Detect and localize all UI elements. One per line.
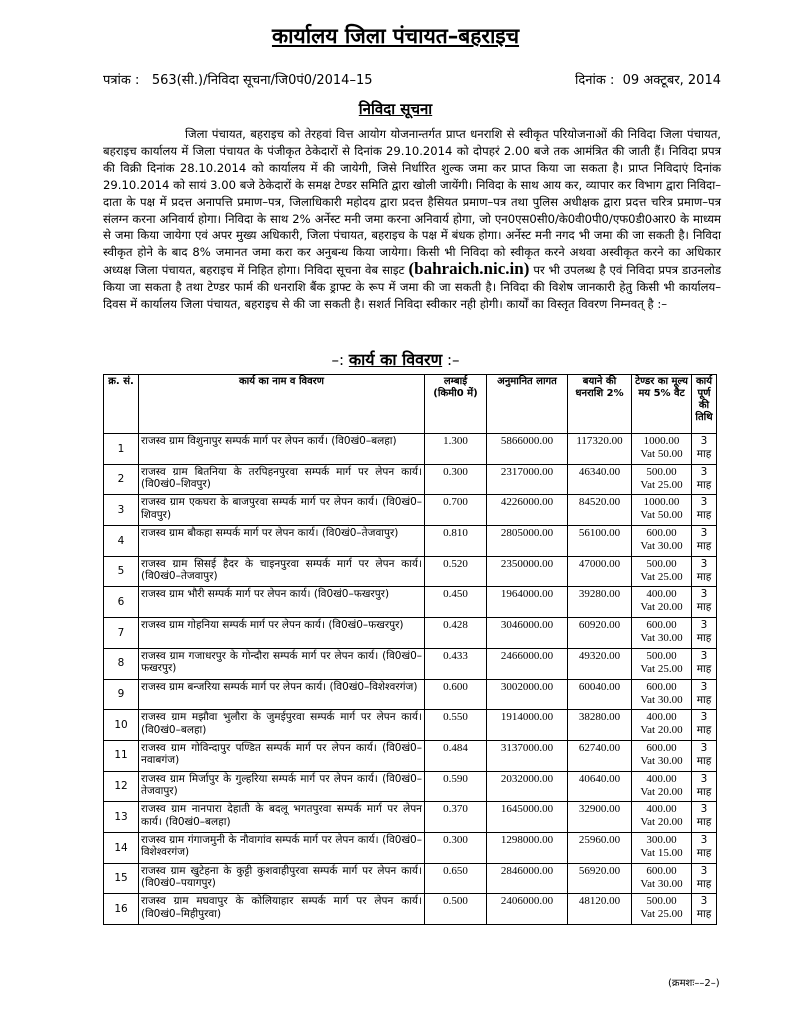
cell-earnest-money: 39280.00 <box>568 587 632 618</box>
duration-number: 3 <box>700 496 708 509</box>
fee-vat: Vat 20.00 <box>640 724 683 737</box>
cell-sn: 11 <box>104 740 139 771</box>
cell-completion <box>692 863 717 894</box>
cell-earnest-money: 46340.00 <box>568 464 632 495</box>
cell-earnest-money: 56100.00 <box>568 526 632 557</box>
duration-unit: माह <box>696 570 712 583</box>
cell-earnest-money: 38280.00 <box>568 710 632 741</box>
duration-unit: माह <box>696 662 712 675</box>
fee-amount: 500.00 <box>646 649 677 662</box>
header-tender-fee: टेण्डर का मूल्य मय 5% वैट <box>632 375 692 434</box>
duration-unit: माह <box>696 785 712 798</box>
duration-unit: माह <box>696 540 712 553</box>
cell-length: 0.500 <box>425 894 487 925</box>
duration-number: 3 <box>700 465 708 478</box>
cell-sn: 1 <box>104 434 139 465</box>
fee-amount: 600.00 <box>646 527 677 540</box>
work-details-heading: –: कार्य का विवरण :– <box>331 350 460 369</box>
cell-completion <box>692 526 717 557</box>
cell-work-name: राजस्व ग्राम सिसई हैदर के चाइनपुरवा सम्पर्क मार्ग पर लेपन कार्य। (वि0खं0–तेजवापुर) <box>139 556 425 587</box>
cell-work-name: राजस्व ग्राम एकघरा के बाजपुरवा सम्पर्क मार्ग पर लेपन कार्य। (वि0खं0–शिवपुर) <box>139 495 425 526</box>
cell-tender-fee <box>632 464 692 495</box>
table-row <box>104 679 717 710</box>
cell-work-name: राजस्व ग्राम भौरी सम्पर्क मार्ग पर लेपन कार्य। (वि0खं0–फखरपुर) <box>139 587 425 618</box>
table-row <box>104 587 717 618</box>
fee-vat: Vat 25.00 <box>640 478 683 491</box>
cell-estimated-cost: 1298000.00 <box>487 832 568 863</box>
cell-completion <box>692 434 717 465</box>
cell-estimated-cost: 2032000.00 <box>487 771 568 802</box>
header-earnest-money: बयाने की धनराशि 2% <box>568 375 632 434</box>
cell-completion <box>692 587 717 618</box>
cell-sn: 3 <box>104 495 139 526</box>
fee-vat: Vat 30.00 <box>640 632 683 645</box>
duration-unit: माह <box>696 724 712 737</box>
cell-work-name: राजस्व ग्राम मघवापुर के कोलियाहार सम्पर्क मार्ग पर लेपन कार्य। (वि0खं0–मिहीपुरवा) <box>139 894 425 925</box>
cell-earnest-money: 25960.00 <box>568 832 632 863</box>
cell-tender-fee <box>632 434 692 465</box>
table-body <box>104 434 717 925</box>
duration-unit: माह <box>696 877 712 890</box>
cell-length: 0.590 <box>425 771 487 802</box>
table-row <box>104 648 717 679</box>
cell-sn: 8 <box>104 648 139 679</box>
cell-length: 0.484 <box>425 740 487 771</box>
cell-tender-fee <box>632 832 692 863</box>
duration-unit: माह <box>696 693 712 706</box>
fee-vat: Vat 30.00 <box>640 540 683 553</box>
cell-earnest-money: 40640.00 <box>568 771 632 802</box>
duration-unit: माह <box>696 632 712 645</box>
cell-completion <box>692 556 717 587</box>
table-row <box>104 802 717 833</box>
cell-length: 0.370 <box>425 802 487 833</box>
cell-work-name: राजस्व ग्राम गजाधरपुर के गोन्दौरा सम्पर्क मार्ग पर लेपन कार्य। (वि0खं0–फखरपुर) <box>139 648 425 679</box>
duration-unit: माह <box>696 509 712 522</box>
fee-vat: Vat 25.00 <box>640 570 683 583</box>
cell-sn: 6 <box>104 587 139 618</box>
cell-estimated-cost: 2350000.00 <box>487 556 568 587</box>
fee-amount: 600.00 <box>646 680 677 693</box>
cell-estimated-cost: 2805000.00 <box>487 526 568 557</box>
cell-work-name: राजस्व ग्राम विशुनापुर सम्पर्क मार्ग पर लेपन कार्य। (वि0खं0–बलहा) <box>139 434 425 465</box>
notice-body-part2: पर भी उपलब्ध है एवं निविदा प्रपत्र डाउनलोड किया जा सकता है तथा टेण्डर फार्म की धनराशि बैंक ड्राफ्ट के रूप में जमा की जा सकती है। निविदा की विशेष जानकारी हेतु किसी भी कार्यालय–दिवस में कार्यालय जिला पंचायत, बहराइच से की जा सकती है। सशर्त निविदा स्वीकार नही होगी। कार्यों का विस्तृत विवरण निम्नवत् है :– <box>103 263 722 312</box>
cell-sn: 15 <box>104 863 139 894</box>
cell-completion <box>692 802 717 833</box>
duration-number: 3 <box>700 803 708 816</box>
duration-unit: माह <box>696 601 712 614</box>
cell-estimated-cost: 5866000.00 <box>487 434 568 465</box>
fee-vat: Vat 25.00 <box>640 908 683 921</box>
cell-completion <box>692 894 717 925</box>
cell-length: 0.433 <box>425 648 487 679</box>
table-row <box>104 894 717 925</box>
cell-work-name: राजस्व ग्राम बितनिया के तरपिहनपुरवा सम्पर्क मार्ग पर लेपन कार्य। (वि0खं0–शिवपुर) <box>139 464 425 495</box>
fee-vat: Vat 30.00 <box>640 693 683 706</box>
cell-sn: 13 <box>104 802 139 833</box>
cell-work-name: राजस्व ग्राम गंगाजमुनी के नौवागांव सम्पर्क मार्ग पर लेपन कार्य। (वि0खं0–विशेश्वरगंज) <box>139 832 425 863</box>
fee-vat: Vat 50.00 <box>640 509 683 522</box>
table-row <box>104 863 717 894</box>
notice-date: दिनांक : 09 अक्टूबर, 2014 <box>575 73 721 88</box>
cell-completion <box>692 832 717 863</box>
fee-vat: Vat 20.00 <box>640 785 683 798</box>
table-row <box>104 740 717 771</box>
cell-estimated-cost: 3002000.00 <box>487 679 568 710</box>
fee-vat: Vat 30.00 <box>640 877 683 890</box>
cell-tender-fee <box>632 587 692 618</box>
fee-amount: 600.00 <box>646 864 677 877</box>
fee-amount: 300.00 <box>646 833 677 846</box>
notice-heading: निविदा सूचना <box>358 100 433 118</box>
cell-length: 0.650 <box>425 863 487 894</box>
cell-length: 0.300 <box>425 832 487 863</box>
table-row <box>104 710 717 741</box>
cell-work-name: राजस्व ग्राम गोहनिया सम्पर्क मार्ग पर लेपन कार्य। (वि0खं0–फखरपुर) <box>139 618 425 649</box>
cell-tender-fee <box>632 679 692 710</box>
cell-length: 0.700 <box>425 495 487 526</box>
cell-work-name: राजस्व ग्राम गोविन्दापुर पण्डित सम्पर्क मार्ग पर लेपन कार्य। (वि0खं0–नवाबगंज) <box>139 740 425 771</box>
table-row <box>104 495 717 526</box>
fee-amount: 1000.00 <box>643 496 680 509</box>
cell-tender-fee <box>632 556 692 587</box>
cell-tender-fee <box>632 618 692 649</box>
table-row <box>104 832 717 863</box>
office-title: कार्यालय जिला पंचायत–बहराइच <box>271 24 520 48</box>
work-table <box>103 374 717 925</box>
fee-amount: 600.00 <box>646 741 677 754</box>
cell-sn: 2 <box>104 464 139 495</box>
duration-number: 3 <box>700 619 708 632</box>
cell-tender-fee <box>632 894 692 925</box>
cell-work-name: राजस्व ग्राम नानपारा देहाती के बदलू भगतपुरवा सम्पर्क मार्ग पर लेपन कार्य। (वि0खं0–बलहा) <box>139 802 425 833</box>
cell-estimated-cost: 1964000.00 <box>487 587 568 618</box>
cell-length: 0.428 <box>425 618 487 649</box>
reference-number: पत्रांक : 563(सी.)/निविदा सूचना/जि0पं0/2014–15 <box>103 73 373 88</box>
header-length: लम्बाई (किमी0 में) <box>425 375 487 434</box>
cell-work-name: राजस्व ग्राम मझौवा भुलौरा के जुमईपुरवा सम्पर्क मार्ग पर लेपन कार्य। (वि0खं0–बलहा) <box>139 710 425 741</box>
cell-sn: 5 <box>104 556 139 587</box>
cell-length: 0.550 <box>425 710 487 741</box>
cell-tender-fee <box>632 740 692 771</box>
cell-sn: 7 <box>104 618 139 649</box>
cell-estimated-cost: 3137000.00 <box>487 740 568 771</box>
table-row <box>104 464 717 495</box>
cell-completion <box>692 771 717 802</box>
cell-estimated-cost: 1645000.00 <box>487 802 568 833</box>
fee-amount: 400.00 <box>646 803 677 816</box>
table-row <box>104 771 717 802</box>
cell-length: 0.450 <box>425 587 487 618</box>
cell-tender-fee <box>632 863 692 894</box>
fee-amount: 500.00 <box>646 557 677 570</box>
cell-estimated-cost: 3046000.00 <box>487 618 568 649</box>
cell-sn: 12 <box>104 771 139 802</box>
cell-earnest-money: 60040.00 <box>568 679 632 710</box>
cell-completion <box>692 464 717 495</box>
cell-tender-fee <box>632 802 692 833</box>
cell-tender-fee <box>632 526 692 557</box>
cell-work-name: राजस्व ग्राम बौकहा सम्पर्क मार्ग पर लेपन कार्य। (वि0खं0–तेजवापुर) <box>139 526 425 557</box>
cell-sn: 14 <box>104 832 139 863</box>
cell-earnest-money: 48120.00 <box>568 894 632 925</box>
cell-completion <box>692 710 717 741</box>
cell-completion <box>692 495 717 526</box>
cell-earnest-money: 62740.00 <box>568 740 632 771</box>
duration-number: 3 <box>700 741 708 754</box>
table-row <box>104 618 717 649</box>
duration-number: 3 <box>700 649 708 662</box>
cell-completion <box>692 740 717 771</box>
duration-number: 3 <box>700 864 708 877</box>
cell-tender-fee <box>632 648 692 679</box>
cell-sn: 10 <box>104 710 139 741</box>
notice-body <box>103 126 721 313</box>
cell-length: 0.600 <box>425 679 487 710</box>
table-row <box>104 434 717 465</box>
cell-estimated-cost: 4226000.00 <box>487 495 568 526</box>
cell-earnest-money: 117320.00 <box>568 434 632 465</box>
header-estimated-cost: अनुमानित लागत <box>487 375 568 434</box>
website-link[interactable]: (bahraich.nic.in) <box>408 259 530 279</box>
fee-vat: Vat 30.00 <box>640 754 683 767</box>
table-row <box>104 526 717 557</box>
cell-tender-fee <box>632 495 692 526</box>
cell-tender-fee <box>632 771 692 802</box>
duration-unit: माह <box>696 478 712 491</box>
cell-earnest-money: 49320.00 <box>568 648 632 679</box>
cell-completion <box>692 618 717 649</box>
header-completion: कार्य पूर्ण की तिथि <box>692 375 717 434</box>
duration-number: 3 <box>700 772 708 785</box>
cell-sn: 9 <box>104 679 139 710</box>
table-row <box>104 556 717 587</box>
duration-number: 3 <box>700 833 708 846</box>
cell-earnest-money: 47000.00 <box>568 556 632 587</box>
cell-length: 0.810 <box>425 526 487 557</box>
fee-amount: 500.00 <box>646 465 677 478</box>
cell-work-name: राजस्व ग्राम मिर्जापुर के गुल्हरिया सम्पर्क मार्ग पर लेपन कार्य। (वि0खं0–तेजवापुर) <box>139 771 425 802</box>
cell-tender-fee <box>632 710 692 741</box>
duration-number: 3 <box>700 588 708 601</box>
fee-vat: Vat 20.00 <box>640 601 683 614</box>
fee-vat: Vat 15.00 <box>640 846 683 859</box>
cell-earnest-money: 32900.00 <box>568 802 632 833</box>
cell-length: 1.300 <box>425 434 487 465</box>
cell-sn: 4 <box>104 526 139 557</box>
duration-number: 3 <box>700 711 708 724</box>
cell-sn: 16 <box>104 894 139 925</box>
duration-unit: माह <box>696 448 712 460</box>
cell-estimated-cost: 2406000.00 <box>487 894 568 925</box>
duration-unit: माह <box>696 816 712 829</box>
fee-amount: 400.00 <box>646 772 677 785</box>
header-sn: क्र. सं. <box>104 375 139 434</box>
cell-earnest-money: 60920.00 <box>568 618 632 649</box>
duration-number: 3 <box>700 895 708 908</box>
table-header-row <box>104 375 717 434</box>
duration-number: 3 <box>700 680 708 693</box>
fee-amount: 500.00 <box>646 895 677 908</box>
fee-vat: Vat 25.00 <box>640 662 683 675</box>
header-work-name: कार्य का नाम व विवरण <box>139 375 425 434</box>
notice-body-part1: जिला पंचायत, बहराइच को तेरहवां वित्त आयोग योजनान्तर्गत प्राप्त धनराशि से स्वीकृत परियोजनाओं की निविदा जिला पंचायत, बहराइच कार्यालय में जिला पंचायत के पंजीकृत ठेकेदारों से दिनांक 29.10.2014 को दोपहरं 2.00 बजे तक आमंत्रित की जाती हैं। निविदा प्रपत्र की विक्री दिनांक 28.10.2014 को कार्यालय में की जायेगी, जिसे निर्धारित शुल्क जमा कर प्राप्त किया जा सकता है। प्राप्त निविदाएं दिनांक 29.10.2014 को सायं 3.00 बजे ठेकेदारों के समक्ष टेण्डर समिति द्वारा खोली जायेंगी। निविदा के साथ आय कर, व्यापार कर विभाग द्वारा निविदा–दाता के पक्ष में प्रदत्त अनापत्ति प्रमाण–पत्र, जिलाधिकारी महोदय द्वारा प्रदत्त हैसियत प्रमाण–पत्र तथा पुलिस अधीक्षक द्वारा प्रदत्त चरित्र प्रमाण–पत्र संलग्न करना अनिवार्य होगा। निविदा के साथ 2% अर्नेस्ट मनी जमा करना अनिवार्य होगा, जो एन0एस0सी0/के0वी0पी0/एफ0डी0आर0 के माध्यम से जमा किया जायेगा एवं अपर मुख्य अधिकारी, जिला पंचायत, बहराइच के पक्ष में बंधक होगा। अर्नेस्ट मनी नगद भी जमा की जा सकती है। निविदा स्वीकृत होने के बाद 8% जमानत जमा करा कर अनुबन्ध किया जायेगा। किसी भी निविदा को स्वीकृत करने अथवा अस्वीकृत करने का अधिकार अध्यक्ष जिला पंचायत, बहराइच में निहित होगा। निविदा सूचना वेब साइट <box>103 127 721 278</box>
cell-work-name: राजस्व ग्राम बन्जरिया सम्पर्क मार्ग पर लेपन कार्य। (वि0खं0–विशेश्वरगंज) <box>139 679 425 710</box>
cell-completion <box>692 679 717 710</box>
fee-vat: Vat 20.00 <box>640 816 683 829</box>
cell-earnest-money: 56920.00 <box>568 863 632 894</box>
cell-length: 0.520 <box>425 556 487 587</box>
duration-number: 3 <box>700 557 708 570</box>
continued-marker: (क्रमशः––2–) <box>668 978 720 989</box>
duration-unit: माह <box>696 754 712 767</box>
cell-estimated-cost: 2317000.00 <box>487 464 568 495</box>
cell-work-name: राजस्व ग्राम खुटेहना के कुट्टी कुशवाहीपुरवा सम्पर्क मार्ग पर लेपन कार्य। (वि0खं0–पयागपुर) <box>139 863 425 894</box>
fee-amount: 600.00 <box>646 619 677 632</box>
duration-unit: माह <box>696 908 712 921</box>
duration-number: 3 <box>700 527 708 540</box>
duration-number: 3 <box>700 435 708 447</box>
cell-length: 0.300 <box>425 464 487 495</box>
cell-estimated-cost: 2846000.00 <box>487 863 568 894</box>
fee-amount: 1000.00 <box>643 435 680 447</box>
cell-earnest-money: 84520.00 <box>568 495 632 526</box>
duration-unit: माह <box>696 846 712 859</box>
fee-vat: Vat 50.00 <box>640 448 683 460</box>
cell-estimated-cost: 2466000.00 <box>487 648 568 679</box>
fee-amount: 400.00 <box>646 588 677 601</box>
cell-estimated-cost: 1914000.00 <box>487 710 568 741</box>
cell-completion <box>692 648 717 679</box>
fee-amount: 400.00 <box>646 711 677 724</box>
